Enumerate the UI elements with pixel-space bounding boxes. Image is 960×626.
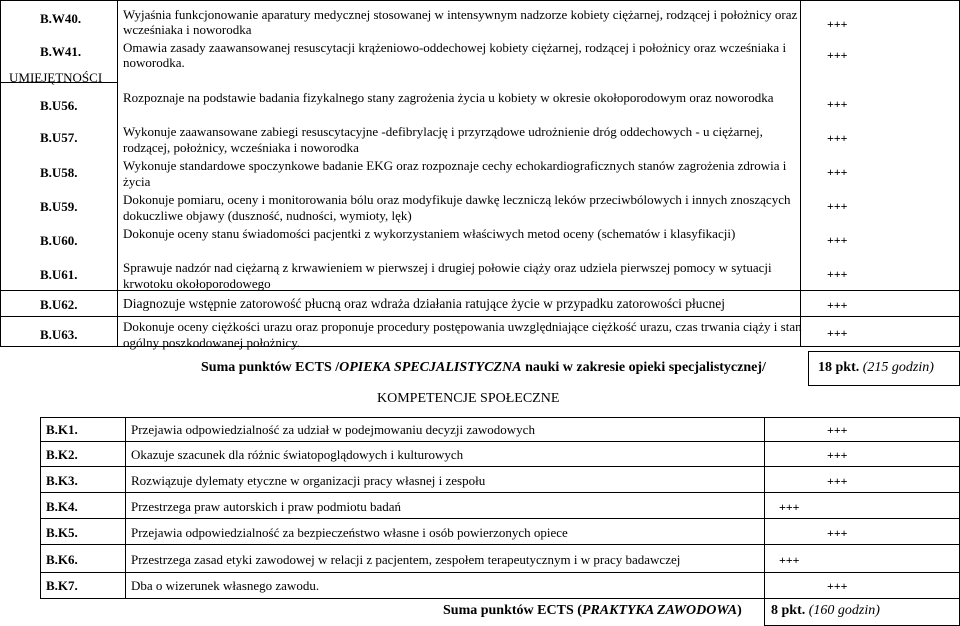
outcome-text: Wyjaśnia funkcjonowanie aparatury medycznej stosowanej w intensywnym nadzorze kobiety ciężarnej, rodzącej i położnicy oraz wcześniaka i noworodka <box>123 7 798 37</box>
outcome-code: B.U63. <box>40 327 78 342</box>
outcome-text: Diagnozuje wstępnie zatorowość płucną oraz wdraża działania ratujące życie w przypadku zatorowości płucnej <box>123 296 725 311</box>
outcome-code: B.U59. <box>40 199 78 214</box>
summary-hours: (215 godzin) <box>862 360 934 375</box>
outcome-mark: +++ <box>827 298 848 312</box>
outcome-mark: +++ <box>827 199 848 213</box>
section-header-social: KOMPETENCJE SPOŁECZNE <box>377 391 560 406</box>
summary-specialist-value <box>818 359 934 377</box>
summary-practice-label <box>443 602 742 620</box>
summary-points: 8 pkt. <box>771 603 806 618</box>
summary-label-italic: OPIEKA SPECJALISTYCZNA <box>339 360 522 375</box>
outcome-text: Sprawuje nadzór nad ciężarną z krwawieniem w pierwszej i drugiej połowie ciąży oraz udziela pierwszej pomocy w sytuacji krwotoku okołoporodowego <box>123 260 772 291</box>
social-text: Przestrzega praw autorskich i praw podmiotu badań <box>131 499 402 514</box>
summary-points: 18 pkt. <box>818 360 860 375</box>
outcome-text: Dokonuje oceny stanu świadomości pacjentki z wykorzystaniem właściwych metod oceny (schematów i klasyfikacji) <box>123 226 736 241</box>
outcome-text: Wykonuje zaawansowane zabiegi resuscytacyjne -defibrylację i przyrządowe udrożnienie dróg oddechowych - u ciężarnej, rodzącej, położnicy, wcześniaka i noworodka <box>123 124 763 155</box>
social-mark: +++ <box>827 448 848 462</box>
outcome-text: Dokonuje oceny ciężkości urazu oraz proponuje procedury postępowania uwzględniające ciężkość urazu, czas trwania ciąży i stan ogólny poszkodowanej położnicy. <box>123 319 802 350</box>
social-text: Przejawia odpowiedzialność za bezpieczeństwo własne i osób powierzonych opiece <box>131 525 568 540</box>
summary-label-suffix: ) <box>737 603 742 618</box>
social-code: B.K3. <box>46 473 78 488</box>
social-mark: +++ <box>779 553 800 567</box>
outcome-mark: +++ <box>827 233 848 247</box>
outcome-code: B.W41. <box>40 44 82 59</box>
outcome-code: B.U61. <box>40 267 78 282</box>
outcome-code: B.U58. <box>40 165 78 180</box>
outcome-text: Rozpoznaje na podstawie badania fizykalnego stany zagrożenia życia u kobiety w okresie okołoporodowym oraz noworodka <box>123 90 774 105</box>
summary-label-suffix: nauki w zakresie opieki specjalistycznej/ <box>521 360 766 375</box>
outcome-text: Wykonuje standardowe spoczynkowe badanie EKG oraz rozpoznaje cechy echokardiograficznych stanów zagrożenia zdrowia i życia <box>123 158 787 189</box>
social-text: Przejawia odpowiedzialność za udział w podejmowaniu decyzji zawodowych <box>131 422 535 437</box>
summary-practice-value <box>771 602 880 620</box>
section-label: UMIEJĘTNOŚCI <box>9 70 103 85</box>
outcome-code: B.U57. <box>40 130 78 145</box>
social-text: Okazuje szacunek dla różnic światopoglądowych i kulturowych <box>131 447 464 462</box>
outcome-text: Omawia zasady zaawansowanej resuscytacji krążeniowo-oddechowej kobiety ciężarnej, rodzącej i położnicy oraz wcześniaka i noworodka. <box>123 40 787 70</box>
social-code: B.K6. <box>46 552 78 567</box>
summary-hours: (160 godzin) <box>808 603 880 618</box>
outcome-mark: +++ <box>827 131 848 145</box>
outcome-mark: +++ <box>827 48 848 62</box>
social-text: Przestrzega zasad etyki zawodowej w relacji z pacjentem, zespołem terapeutycznym i w pracy badawczej <box>131 552 681 567</box>
outcome-mark: +++ <box>827 326 848 340</box>
outcome-code: B.U60. <box>40 233 78 248</box>
outcome-code: B.U56. <box>40 98 78 113</box>
social-mark: +++ <box>827 423 848 437</box>
outcome-mark: +++ <box>827 17 848 31</box>
social-text: Dba o wizerunek własnego zawodu. <box>131 578 320 593</box>
summary-specialist-label <box>201 359 766 377</box>
social-code: B.K2. <box>46 447 78 462</box>
outcome-code: B.U62. <box>40 297 78 312</box>
social-code: B.K1. <box>46 422 78 437</box>
outcome-mark: +++ <box>827 97 848 111</box>
outcome-text: Dokonuje pomiaru, oceny i monitorowania bólu oraz modyfikuje dawkę leczniczą leków przeciwbólowych i innych znoszących dokuczliwe objawy (duszność, nudności, wymioty, lęk) <box>123 192 791 223</box>
social-mark: +++ <box>827 474 848 488</box>
outcome-mark: +++ <box>827 267 848 281</box>
summary-label-prefix: Suma punktów ECTS ( <box>443 603 582 618</box>
social-text: Rozwiązuje dylematy etyczne w organizacji pracy własnej i zespołu <box>131 473 486 488</box>
outcome-mark: +++ <box>827 165 848 179</box>
social-mark: +++ <box>827 579 848 593</box>
social-code: B.K4. <box>46 499 78 514</box>
social-code: B.K5. <box>46 525 78 540</box>
outcome-code: B.W40. <box>40 11 82 26</box>
social-code: B.K7. <box>46 578 78 593</box>
social-mark: +++ <box>779 500 800 514</box>
social-mark: +++ <box>827 526 848 540</box>
summary-label-italic: PRAKTYKA ZAWODOWA <box>581 603 738 618</box>
summary-label-prefix: Suma punktów ECTS / <box>201 360 340 375</box>
